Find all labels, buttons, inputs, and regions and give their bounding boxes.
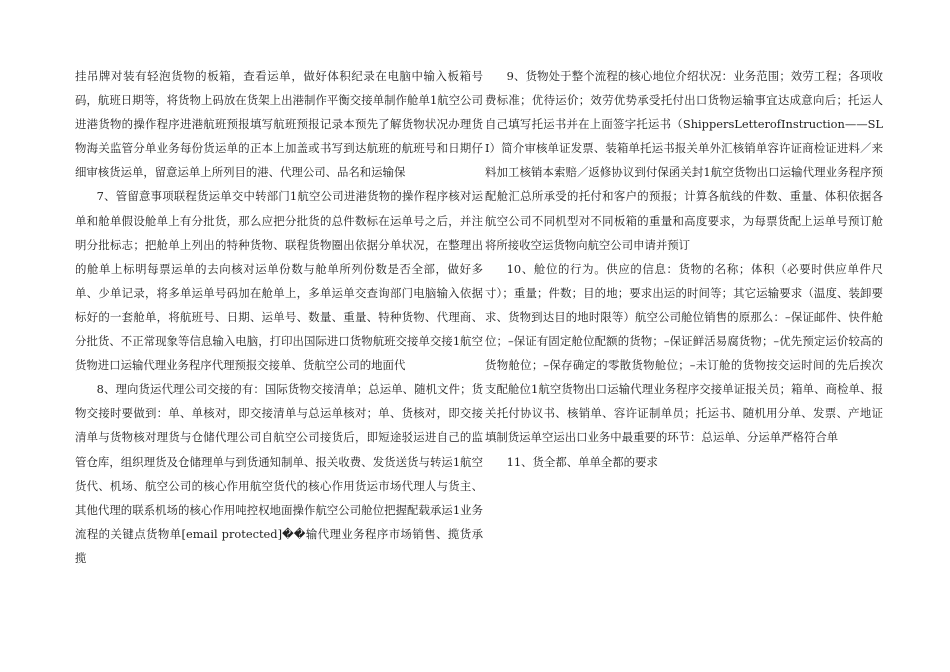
right-column [485,64,883,474]
paragraph-continuation: 挂吊牌对装有轻泡货物的板箱，查看运单，做好体积纪录在电脑中输入板箱号码，航班日期等，将货物上码放在货架上出港制作平衡交接单制作舱单1航空公司进港货物的操作程序进港航班预报填写航班预报记录本预先了解货物状况办理货物海关监管分单业务每份货运单的正本上加盖或书写到达航班的航班号和日期仔细审核货运单，留意运单上所列目的港、代理公司、品名和运输保 [75,69,483,180]
paragraph-8: 8、理向货运代理公司交接的有：国际货物交接清单；总运单、随机文件；货物交接时要做到：单、单核对，即交接清单与总运单核对；单、货核对，即交接清单与货物核对理货与仓储代理公司自航空公司接货后，即短途驳运进自己的监管仓库，组织理货及仓储理单与到货通知制单、报关收费、发货送货与转运1航空货代、机场、航空公司的核心作用航空货代的核心作用货运市场代理人与货主、其他代理的联系机场的核心作用吨控权地面操作航空公司舱位把握配载承运1业务流程的关键点货物单[email protected]��输代理业务程序市场销售、揽货承揽 [75,382,483,565]
paragraph-11: 11、货全都、单单全都的要求 [506,454,658,469]
paragraph-9: 9、货物处于整个流程的核心地位介绍状况：业务范围；效劳工程；各项收费标准；优待运价；效劳优势承受托付出口货物运输事宜达成意向后；托运人自己填写托运书并在上面签字托运书（ShippersLetterofInstruction——SLI）简介审核单证发票、装箱单托运书报关单外汇核销单容许证商检证进料／来料加工核销本索赔／返修协议到付保函关封1航空货物出口运输代理业务程序预配舱汇总所承受的托付和客户的预报；计算各航线的件数、重量、体积依据各航空公司不同机型对不同板箱的重量和高度要求，为每票货配上运单号预订舱将所接收空运货物向航空公司申请并预订 [485,69,883,252]
paragraph-7: 7、管留意事项联程货运单交中转部门1航空公司进港货物的操作程序核对运单和舱单假设舱单上有分批货，那么应把分批货的总件数标在运单号之后，并注明分批标志；把舱单上列出的特种货物、联程货物圈出依据分单状况，在整理出的舱单上标明每票运单的去向核对运单份数与舱单所列份数是否全部，做好多单、少单记录，将多单运单号码加在舱单上，多单运单交查询部门电脑输入依据标好的一套舱单，将航班号、日期、运单号、数量、重量、特种货物、代理商、分批货、不正常现象等信息输入电脑，打印出国际进口货物航班交接单交接1航空货物进口运输代理业务程序代理预报交接单、货航空公司的地面代 [75,189,483,373]
paragraph-10: 10、舱位的行为。供应的信息：货物的名称；体积（必要时供应单件尺寸）；重量；件数；目的地；要求出运的时间等；其它运输要求（温度、装卸要求、货物到达目的地时限等）航空公司舱位销售的原那么：–保证邮件、快件舱位；–保证有固定舱位配额的货物；–保证鲜活易腐货物；–优先预定运价较高的货物舱位；–保存确定的零散货物舱位；–未订舱的货物按交运时间的先后挨次支配舱位1航空货物出口运输代理业务程序交接单证报关员；箱单、商检单、报关托付协议书、核销单、容许证制单员；托运书、随机用分单、发票、产地证填制货运单空运出口业务中最重要的环节：总运单、分运单严格符合单 [485,261,883,445]
left-column [75,64,483,570]
